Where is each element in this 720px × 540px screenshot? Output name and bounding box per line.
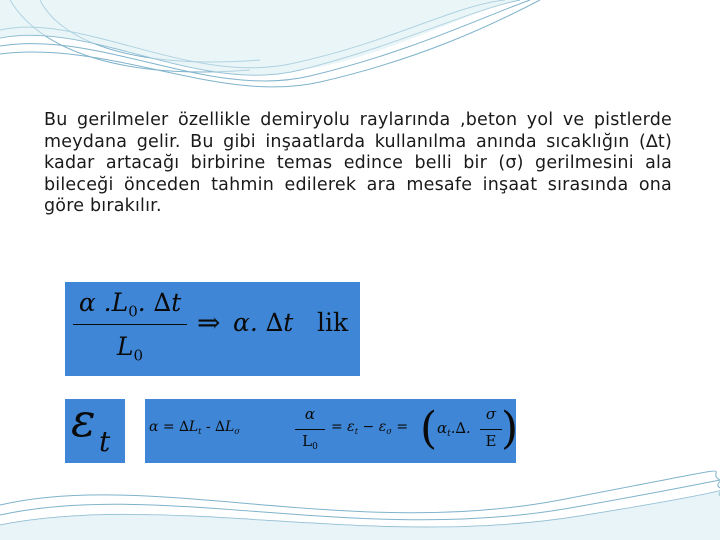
- implies-arrow: ⇒: [197, 306, 221, 339]
- eq3-lhs-mid: - ∆L: [201, 419, 235, 435]
- eq3-paren-alpha: [437, 419, 471, 439]
- eq3-lhs-text: α = ∆L: [149, 419, 199, 435]
- eq3-middle-sub2: σ: [386, 425, 392, 436]
- eq1-numerator-sub: 0: [128, 302, 138, 321]
- eq3-lhs-sub2: σ: [234, 425, 240, 436]
- epsilon-t-box: [65, 393, 125, 463]
- epsilon-subscript: t: [99, 425, 111, 458]
- eq3-lhs: [149, 419, 240, 436]
- eq3-middle-eq: =: [391, 419, 409, 435]
- eq3-fraction-bar: [295, 429, 325, 430]
- eq1-numerator-tail: . ∆t: [137, 288, 182, 317]
- eq3-paren-frac-den: E: [485, 432, 497, 450]
- eq3-lhs-sub1: t: [198, 425, 202, 436]
- eq1-denominator-sub: 0: [133, 346, 144, 365]
- eq3-paren-fraction-bar: [480, 429, 502, 430]
- eq3-middle: [331, 419, 408, 436]
- epsilon-symbol: ε: [71, 393, 96, 447]
- eq3-middle-sub1: t: [354, 425, 359, 436]
- eq3-frac-den: [295, 432, 325, 452]
- eq3-middle-minus: − ε: [358, 419, 387, 435]
- eq1-numerator: [71, 288, 189, 320]
- equation-ratio-box: [65, 282, 360, 376]
- eq3-frac-den-text: L: [302, 432, 313, 450]
- body-paragraph: Bu gerilmeler özellikle demiryolu raylarında ,beton yol ve pistlerde meydana gelir. Bu gibi inşaatlarda kullanılma anında sıcaklığın (∆t) kadar artacağı birbirine temas edince belli bir (σ) gerilmesini ala bileceği önceden tahmin edilerek ara mesafe inşaat sırasında ona göre bırakılır.: [44, 110, 672, 216]
- eq3-paren-frac-num: σ: [485, 405, 497, 423]
- eq1-denominator-text: L: [116, 332, 134, 361]
- eq1-numerator-text: α .L: [78, 288, 129, 317]
- eq3-frac-den-sub: 0: [312, 442, 318, 453]
- eq3-frac-num: α: [304, 405, 316, 423]
- eq3-paren-alpha-sub: t: [447, 429, 451, 440]
- eq3-middle-text: = ε: [331, 419, 355, 435]
- eq1-denominator: [71, 332, 189, 364]
- eq3-paren-dot: .∆.: [450, 419, 471, 437]
- eq3-paren-left: (: [420, 403, 438, 454]
- strain-equation-box: [145, 399, 519, 463]
- eq1-rhs-word: lik: [317, 308, 349, 337]
- eq1-rhs: α. ∆t: [233, 308, 294, 337]
- eq3-paren-alpha-text: α: [437, 419, 448, 437]
- eq1-fraction-bar: [73, 324, 187, 325]
- eq3-paren-right: ): [501, 403, 519, 454]
